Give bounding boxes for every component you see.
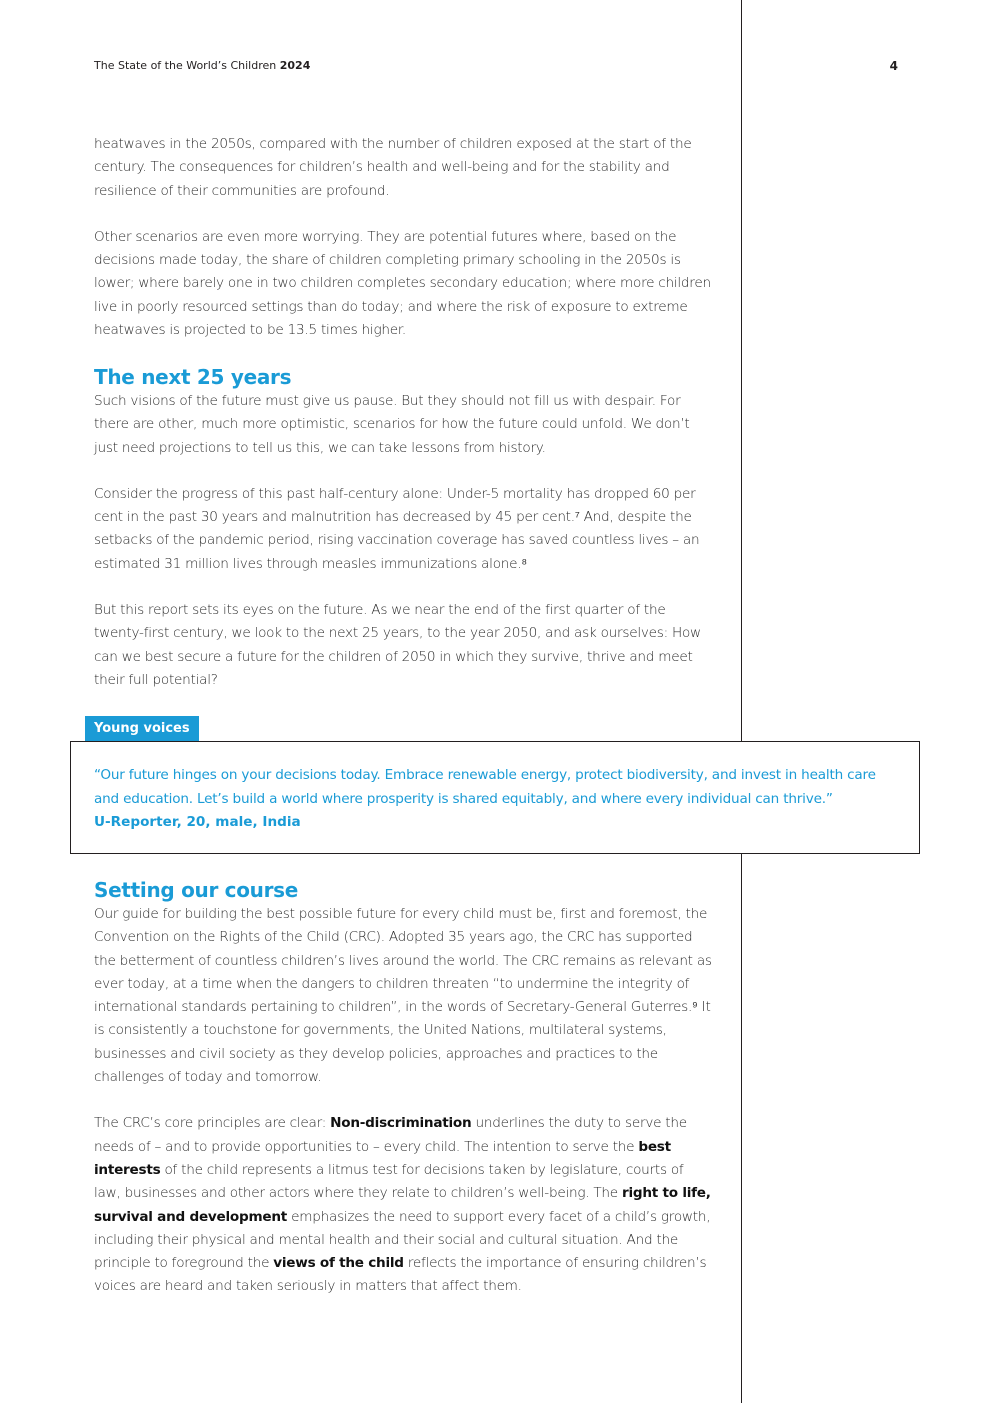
paragraph: Consider the progress of this past half-century alone: Under-5 mortality has dropped 60 per cent in the past 30 years and malnutrition has decreased by 45 per cent.⁷ And, despite the setbacks of the pandemic period, rising vaccination coverage has saved countless lives – an estimated 31 million lives through measles immunizations alone.⁸ (94, 485, 700, 572)
principle-best-interests: best interests (94, 1138, 671, 1178)
core-principles-paragraph: The CRC’s core principles are clear: Non-discrimination underlines the duty to serve the needs of – and to provide opportunities to – every child. The intention to serve the best interests of the child represents a litmus test for decisions taken by legislature, courts of law, businesses and other actors where they relate to children’s well-being. The right to life, survival and development emphasizes the need to support every facet of a child’s growth, including their physical and mental health and their social and cultural situation. And the principle to foreground the views of the child reflects the importance of ensuring children’s voices are heard and taken seriously in matters that affect them. (94, 1115, 711, 1295)
principle-views-of-child: views of the child (273, 1255, 404, 1272)
paragraph: Other scenarios are even more worrying. They are potential futures where, based on the decisions made today, the share of children completing primary schooling in the 2050s is lower; where barely one in two children completes secondary education; where more children live in poorly resourced settings than do today; and where the risk of exposure to extreme heatwaves is projected to be 13.5 times higher. (94, 228, 711, 339)
paragraph: Such visions of the future must give us pause. But they should not fill us with despair. For there are other, much more optimistic, scenarios for how the future could unfold. We don’t just need projections to tell us this, we can take lessons from history. (94, 393, 690, 456)
margin-divider-line (741, 0, 742, 1403)
intro-section (94, 133, 714, 342)
setting-our-course-section (94, 903, 714, 1299)
young-voices-tag: Young voices (85, 716, 199, 741)
page-header (94, 58, 898, 74)
section-heading-next-25-years: The next 25 years (94, 365, 292, 389)
principle-non-discrimination: Non-discrimination (330, 1115, 472, 1132)
young-voices-box (70, 741, 920, 854)
quote-text: “Our future hinges on your decisions today. Embrace renewable energy, protect biodiversity, and invest in health care and education. Let’s build a world where prosperity is shared equitably, and where every individual can thrive.” (94, 767, 876, 807)
paragraph: Our guide for building the best possible future for every child must be, first and foremost, the Convention on the Rights of the Child (CRC). Adopted 35 years ago, the CRC has supported the betterment of countless children’s lives around the world. The CRC remains as relevant as ever today, at a time when the dangers to children threaten “to undermine the integrity of international standards pertaining to children”, in the words of Secretary-General Guterres.⁹ It is consistently a touchstone for governments, the United Nations, multilateral systems, businesses and civil society as they develop policies, approaches and practices to the challenges of today and tomorrow. (94, 906, 712, 1086)
report-title: The State of the World’s Children 2024 (94, 59, 311, 72)
section-heading-setting-our-course: Setting our course (94, 878, 299, 902)
page-number: 4 (889, 59, 898, 73)
paragraph: heatwaves in the 2050s, compared with the number of children exposed at the start of the century. The consequences for children’s health and well-being and for the stability and resilience of their communities are profound. (94, 136, 692, 199)
quote-author: U-Reporter, 20, male, India (94, 814, 301, 830)
next-25-years-section (94, 390, 714, 692)
principle-right-to-life: right to life, survival and development (94, 1185, 711, 1225)
paragraph: But this report sets its eyes on the future. As we near the end of the first quarter of the twenty-first century, we look to the next 25 years, to the year 2050, and ask ourselves: How can we best secure a future for the children of 2050 in which they survive, thrive and meet their full potential? (94, 602, 701, 688)
report-year: 2024 (279, 59, 311, 72)
